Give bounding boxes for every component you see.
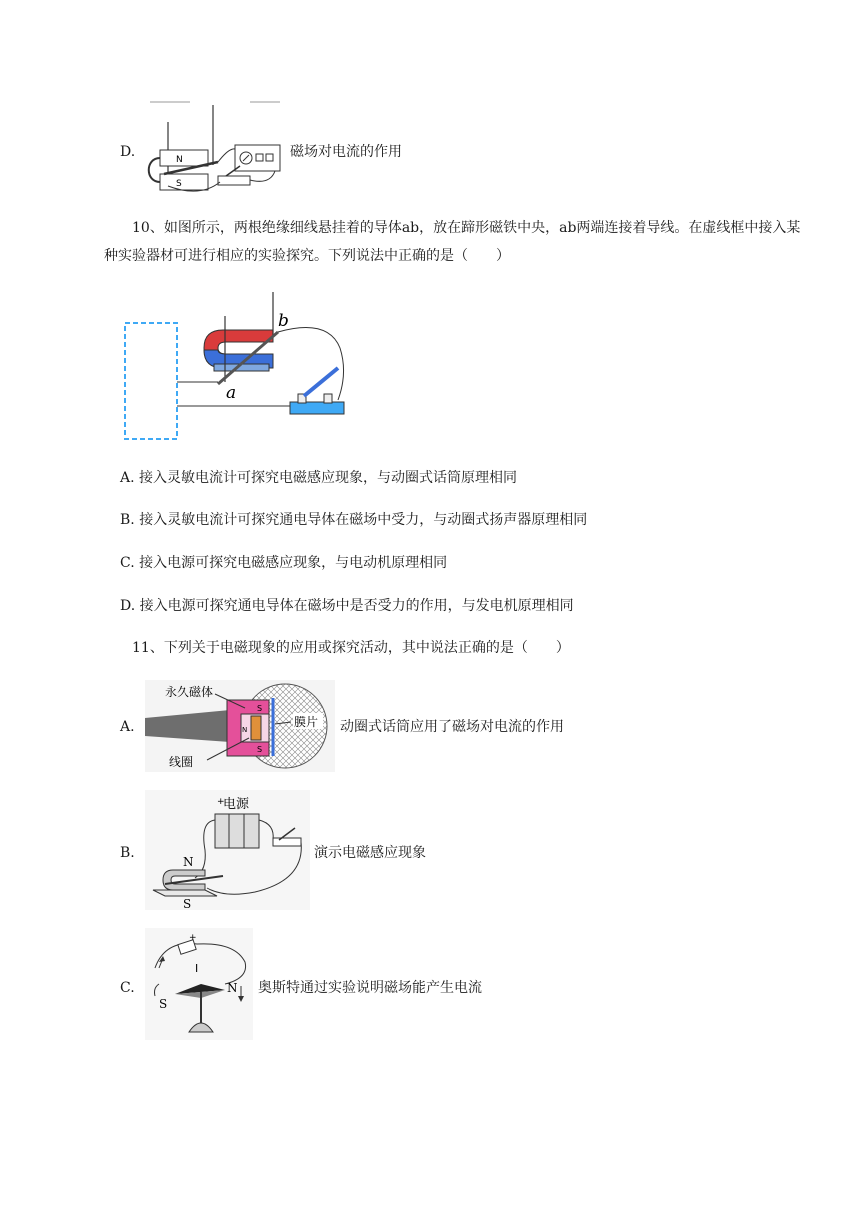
q10-option-b (120, 510, 587, 530)
q11b-fig-power-label: 电源 (223, 797, 250, 812)
q10-option-a-text: 接入灵敏电流计可探究电磁感应现象，与动圈式话筒原理相同 (139, 470, 518, 486)
q10-fig-label-b: b (278, 311, 289, 331)
q11a-fig-s-top: S (257, 704, 263, 713)
q11-option-c-figure (145, 928, 253, 1040)
q10-option-b-text: 接入灵敏电流计可探究通电导体在磁场中受力，与动圈式扬声器原理相同 (139, 512, 588, 528)
dashed-frame (125, 323, 177, 439)
q11-option-a-figure (145, 680, 335, 772)
q11-option-a-text: 动圈式话筒应用了磁场对电流的作用 (340, 719, 564, 735)
q11c-fig-s-label: S (159, 997, 168, 1011)
q9-option-d-text: 磁场对电流的作用 (290, 144, 402, 160)
q11-option-b-label: B. (120, 845, 135, 861)
q11a-fig-coil-label: 线圈 (169, 755, 194, 769)
q11b-fig-s-label: S (183, 897, 192, 910)
q10-option-b-label: B. (120, 512, 135, 528)
q10-option-d-text: 接入电源可探究通电导体在磁场中是否受力的作用，与发电机原理相同 (139, 598, 574, 614)
q10-option-d-label: D. (120, 598, 136, 614)
q11c-fig-i-label: I (195, 962, 199, 975)
q11-option-a-label: A. (120, 719, 135, 735)
q11-option-c-label: C. (120, 980, 135, 996)
q11c-fig-plus: + (189, 933, 197, 943)
q11a-fig-n: N (242, 726, 248, 734)
q9-fig-s-label: S (176, 179, 182, 189)
q11-stem: 11、下列关于电磁现象的应用或探究活动，其中说法正确的是（ ） (132, 640, 570, 656)
q9-option-d-label: D. (120, 144, 136, 160)
q10-option-c (120, 553, 447, 573)
q10-fig-label-a: a (226, 383, 237, 403)
q10-figure (118, 288, 363, 444)
q10-option-a (120, 468, 517, 488)
svg-text:+: + (217, 797, 225, 807)
q9-fig-n-label: N (176, 155, 183, 165)
q11b-fig-n-label: N (183, 855, 194, 869)
q11-option-c-text: 奥斯特通过实验说明磁场能产生电流 (258, 980, 482, 996)
q10-stem: 10、如图所示，两根绝缘细线悬挂着的导体ab，放在蹄形磁铁中央，ab两端连接着导线。在虚线框中接入某种实验器材可进行相应的实验探究。下列说法中正确的是（ ） (104, 220, 801, 264)
q11a-fig-magnet-label: 永久磁体 (165, 685, 214, 699)
q10-option-a-label: A. (120, 470, 135, 486)
q9-option-d-figure (140, 100, 285, 200)
q10-option-c-label: C. (120, 555, 135, 571)
q10-option-d (120, 596, 574, 616)
q11a-fig-s-bottom: S (257, 745, 263, 754)
q10-option-c-text: 接入电源可探究电磁感应现象，与电动机原理相同 (139, 555, 448, 571)
q11-option-b-text: 演示电磁感应现象 (314, 845, 426, 861)
q11a-fig-membrane-label: 膜片 (294, 715, 319, 729)
q11c-fig-n-label: N (227, 981, 238, 995)
q11-option-b-figure (145, 790, 310, 910)
